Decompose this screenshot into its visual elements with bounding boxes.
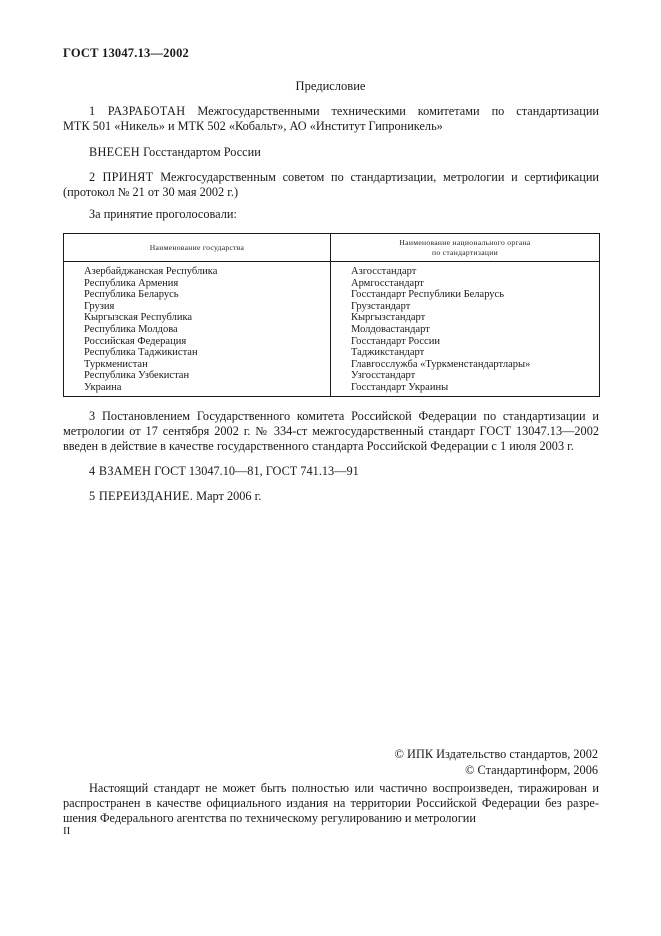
column-header-national-body-line1: Наименование национального органа — [399, 237, 531, 247]
replaces-keyword: 4 ВЗАМЕН — [89, 464, 152, 478]
column-header-national-body-line2: по стандартизации — [432, 247, 498, 257]
resolution-text-line3: введен в действие в качестве государственного стандарта Российской Федерации с 1 июля 2003 г. — [63, 439, 574, 453]
table-cell-national-body: Кыргызстандарт — [351, 312, 426, 324]
member-states-table — [63, 233, 600, 397]
table-cell-state: Республика Узбекистан — [84, 370, 190, 382]
column-header-national-body — [331, 234, 600, 262]
table-cell-state: Республика Беларусь — [84, 289, 179, 301]
column-header-state: Наименование государства — [64, 234, 331, 262]
table-cell-national-body: Главгосслужба «Туркменстандартлары» — [351, 358, 531, 370]
resolution-text-line2: метрологии от 17 сентября 2002 г. № 334-ст межгосударственный стандарт ГОСТ 13047.13—2002 — [63, 424, 599, 438]
copyright-publisher: © ИПК Издательство стандартов, 2002 — [394, 747, 598, 761]
table-body-row — [64, 262, 600, 397]
developed-text-line2: МТК 501 «Никель» и МТК 502 «Кобальт», АО «Институт Гипроникель» — [63, 119, 443, 133]
replaces-text: ГОСТ 13047.10—81, ГОСТ 741.13—91 — [151, 464, 359, 478]
table-cell-national-body: Таджикстандарт — [351, 347, 425, 359]
paragraph-developed — [63, 104, 599, 134]
notice-line1: Настоящий стандарт не может быть полностью или частично воспроизведен, тиражирован и — [89, 781, 599, 795]
adopted-text-line2: (протокол № 21 от 30 мая 2002 г.) — [63, 185, 239, 199]
paragraph-adopted-line1 — [63, 170, 599, 185]
notice-line3: шения Федерального агентства по техническому регулированию и метрологии — [63, 811, 476, 825]
paragraph-resolution — [63, 409, 599, 454]
table-cell-state: Украина — [84, 381, 122, 393]
developed-keyword: 1 РАЗРАБОТАН — [89, 104, 186, 118]
national-body-column — [331, 262, 600, 397]
paragraph-replaces — [63, 464, 599, 479]
table-cell-state: Республика Армения — [84, 277, 179, 289]
table-cell-national-body: Узгосстандарт — [351, 370, 416, 382]
table-cell-national-body: Армгосстандарт — [351, 277, 424, 289]
introduced-keyword: ВНЕСЕН — [89, 145, 140, 159]
paragraph-developed-line1 — [63, 104, 599, 119]
adopted-keyword: 2 ПРИНЯТ — [89, 170, 154, 184]
reissue-text: Март 2006 г. — [193, 489, 262, 503]
adopted-text-line1: Межгосударственным советом по стандартизации, метрологии и сертификации — [153, 170, 599, 184]
introduced-text: Госстандартом России — [140, 145, 261, 159]
resolution-text-line1: 3 Постановлением Государственного комитета Российской Федерации по стандартизации и — [89, 409, 599, 423]
table-cell-state: Грузия — [84, 300, 115, 312]
state-column — [64, 262, 331, 397]
table-cell-state: Азербайджанская Республика — [84, 266, 218, 277]
reproduction-notice — [63, 781, 599, 826]
paragraph-reissue — [63, 489, 599, 504]
table-cell-national-body: Госстандарт Республики Беларусь — [351, 289, 505, 301]
table-cell-national-body: Азгосстандарт — [351, 266, 417, 277]
standard-header: ГОСТ 13047.13—2002 — [63, 46, 189, 60]
table-cell-national-body: Молдовастандарт — [351, 323, 430, 335]
reissue-keyword: 5 ПЕРЕИЗДАНИЕ. — [89, 489, 194, 503]
table-cell-state: Туркменистан — [84, 358, 148, 370]
table-cell-national-body: Госстандарт России — [351, 335, 440, 347]
page-number: II — [63, 825, 71, 837]
developed-text-line1: Межгосударственными техническими комитетами по стандартизации — [185, 104, 599, 118]
paragraph-introduced — [63, 145, 599, 160]
table-cell-state: Республика Таджикистан — [84, 347, 198, 359]
vote-intro: За принятие проголосовали: — [89, 207, 237, 221]
table-header-row — [64, 234, 600, 262]
notice-line2: распространен в качестве официального издания на территории Российской Федерации без разре- — [63, 796, 599, 810]
table-cell-state: Кыргызская Республика — [84, 312, 193, 324]
copyright-standartinform: © Стандартинформ, 2006 — [465, 763, 598, 777]
table-cell-state: Российская Федерация — [84, 335, 187, 347]
page-title: Предисловие — [295, 79, 366, 93]
table-cell-state: Республика Молдова — [84, 323, 178, 335]
table-cell-national-body: Госстандарт Украины — [351, 381, 449, 393]
copyright-block — [395, 746, 598, 778]
table-cell-national-body: Грузстандарт — [351, 300, 411, 312]
paragraph-adopted — [63, 170, 599, 200]
